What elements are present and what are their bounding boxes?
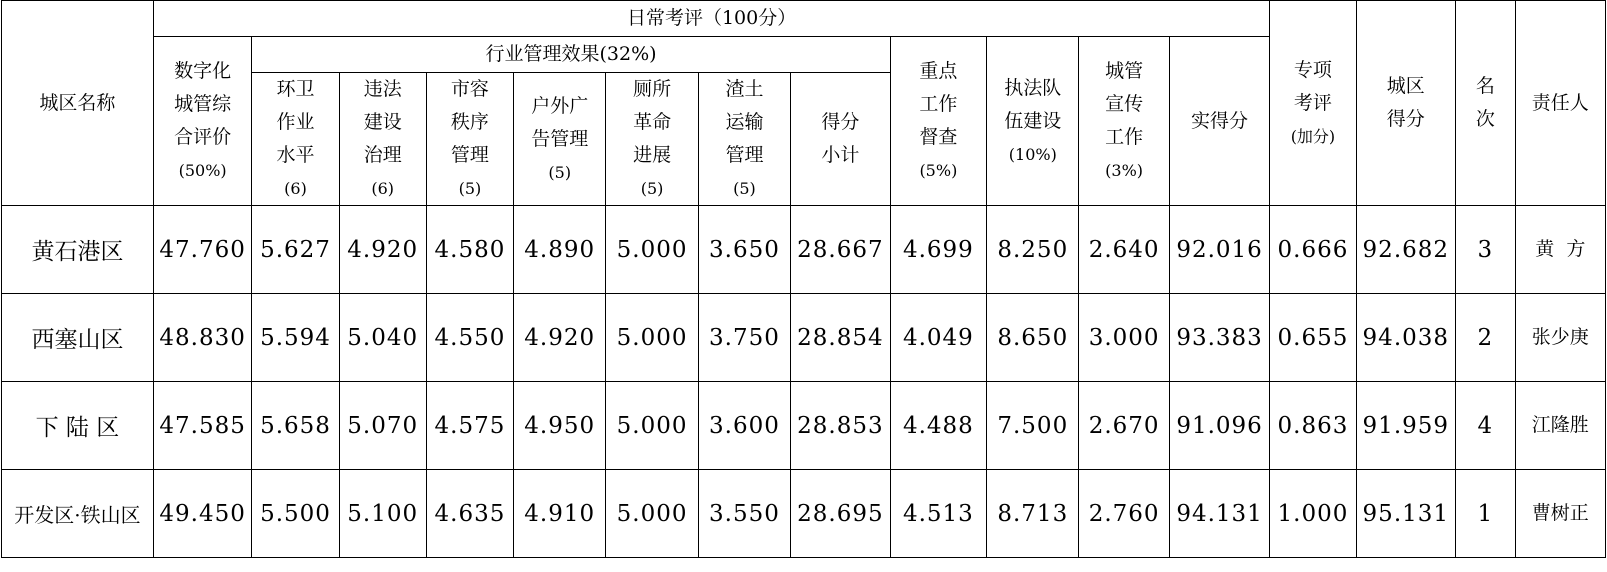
header-actual: 实得分 bbox=[1169, 37, 1270, 206]
cell-team: 8.650 bbox=[987, 294, 1079, 382]
header-subtotal: 得分 小计 bbox=[791, 73, 891, 206]
table-row bbox=[2, 294, 1606, 382]
header-illegal-construction: 违法 建设 治理 (6) bbox=[339, 73, 426, 206]
cell-illegal: 5.100 bbox=[339, 470, 426, 558]
cell-cityscape: 4.635 bbox=[426, 470, 513, 558]
cell-rank: 2 bbox=[1456, 294, 1516, 382]
cell-toilet: 5.000 bbox=[606, 294, 698, 382]
cell-toilet: 5.000 bbox=[606, 382, 698, 470]
header-digital: 数字化 城管综 合评价 (50%) bbox=[153, 37, 252, 206]
cell-cityscape: 4.575 bbox=[426, 382, 513, 470]
header-owner: 责任人 bbox=[1515, 1, 1605, 206]
header-district: 城区名称 bbox=[2, 1, 154, 206]
cell-district-name: 开发区·铁山区 bbox=[2, 470, 154, 558]
cell-muck: 3.750 bbox=[698, 294, 790, 382]
cell-rank: 4 bbox=[1456, 382, 1516, 470]
cell-owner: 张少庚 bbox=[1515, 294, 1605, 382]
cell-team: 8.250 bbox=[987, 206, 1079, 294]
cell-illegal: 4.920 bbox=[339, 206, 426, 294]
cell-actual: 93.383 bbox=[1169, 294, 1270, 382]
cell-muck: 3.550 bbox=[698, 470, 790, 558]
header-industry: 行业管理效果(32%) bbox=[252, 37, 890, 73]
cell-key-work: 4.488 bbox=[890, 382, 986, 470]
cell-muck: 3.600 bbox=[698, 382, 790, 470]
cell-district-score: 95.131 bbox=[1356, 470, 1456, 558]
cell-district-score: 94.038 bbox=[1356, 294, 1456, 382]
cell-rank: 3 bbox=[1456, 206, 1516, 294]
header-muck-transport: 渣土 运输 管理 (5) bbox=[698, 73, 790, 206]
cell-sanitation: 5.500 bbox=[252, 470, 339, 558]
table-row bbox=[2, 382, 1606, 470]
cell-digital: 48.830 bbox=[153, 294, 252, 382]
cell-owner: 江隆胜 bbox=[1515, 382, 1605, 470]
cell-outdoor: 4.910 bbox=[514, 470, 606, 558]
cell-district-score: 92.682 bbox=[1356, 206, 1456, 294]
cell-district-score: 91.959 bbox=[1356, 382, 1456, 470]
header-outdoor-ads: 户外广 告管理 (5) bbox=[514, 73, 606, 206]
cell-special: 1.000 bbox=[1270, 470, 1356, 558]
cell-owner: 黄 方 bbox=[1515, 206, 1605, 294]
cell-district-name: 西塞山区 bbox=[2, 294, 154, 382]
cell-toilet: 5.000 bbox=[606, 470, 698, 558]
cell-owner: 曹树正 bbox=[1515, 470, 1605, 558]
cell-rank: 1 bbox=[1456, 470, 1516, 558]
cell-sanitation: 5.594 bbox=[252, 294, 339, 382]
header-key-work: 重点 工作 督查 (5%) bbox=[890, 37, 986, 206]
cell-muck: 3.650 bbox=[698, 206, 790, 294]
table-row bbox=[2, 206, 1606, 294]
cell-publicity: 3.000 bbox=[1079, 294, 1169, 382]
header-row-1 bbox=[2, 1, 1606, 37]
cell-team: 7.500 bbox=[987, 382, 1079, 470]
cell-actual: 94.131 bbox=[1169, 470, 1270, 558]
cell-actual: 92.016 bbox=[1169, 206, 1270, 294]
header-cityscape: 市容 秩序 管理 (5) bbox=[426, 73, 513, 206]
cell-publicity: 2.670 bbox=[1079, 382, 1169, 470]
cell-key-work: 4.513 bbox=[890, 470, 986, 558]
header-team: 执法队 伍建设 (10%) bbox=[987, 37, 1079, 206]
cell-sanitation: 5.627 bbox=[252, 206, 339, 294]
cell-digital: 47.585 bbox=[153, 382, 252, 470]
header-sanitation: 环卫 作业 水平 (6) bbox=[252, 73, 339, 206]
cell-digital: 49.450 bbox=[153, 470, 252, 558]
cell-subtotal: 28.854 bbox=[791, 294, 891, 382]
cell-illegal: 5.040 bbox=[339, 294, 426, 382]
cell-subtotal: 28.695 bbox=[791, 470, 891, 558]
cell-subtotal: 28.667 bbox=[791, 206, 891, 294]
cell-key-work: 4.699 bbox=[890, 206, 986, 294]
header-rank: 名 次 bbox=[1456, 1, 1516, 206]
cell-sanitation: 5.658 bbox=[252, 382, 339, 470]
cell-team: 8.713 bbox=[987, 470, 1079, 558]
cell-special: 0.655 bbox=[1270, 294, 1356, 382]
evaluation-table bbox=[1, 0, 1606, 558]
cell-outdoor: 4.920 bbox=[514, 294, 606, 382]
cell-cityscape: 4.580 bbox=[426, 206, 513, 294]
cell-illegal: 5.070 bbox=[339, 382, 426, 470]
cell-digital: 47.760 bbox=[153, 206, 252, 294]
cell-key-work: 4.049 bbox=[890, 294, 986, 382]
cell-district-name: 下 陆 区 bbox=[2, 382, 154, 470]
header-special: 专项 考评 (加分) bbox=[1270, 1, 1356, 206]
header-toilet: 厕所 革命 进展 (5) bbox=[606, 73, 698, 206]
cell-outdoor: 4.950 bbox=[514, 382, 606, 470]
header-daily-evaluation: 日常考评（100分） bbox=[153, 1, 1269, 37]
cell-toilet: 5.000 bbox=[606, 206, 698, 294]
cell-special: 0.863 bbox=[1270, 382, 1356, 470]
header-district-score: 城区 得分 bbox=[1356, 1, 1456, 206]
cell-outdoor: 4.890 bbox=[514, 206, 606, 294]
header-publicity: 城管 宣传 工作 (3%) bbox=[1079, 37, 1169, 206]
cell-publicity: 2.760 bbox=[1079, 470, 1169, 558]
cell-district-name: 黄石港区 bbox=[2, 206, 154, 294]
cell-actual: 91.096 bbox=[1169, 382, 1270, 470]
cell-cityscape: 4.550 bbox=[426, 294, 513, 382]
table-row bbox=[2, 470, 1606, 558]
cell-publicity: 2.640 bbox=[1079, 206, 1169, 294]
cell-subtotal: 28.853 bbox=[791, 382, 891, 470]
cell-special: 0.666 bbox=[1270, 206, 1356, 294]
